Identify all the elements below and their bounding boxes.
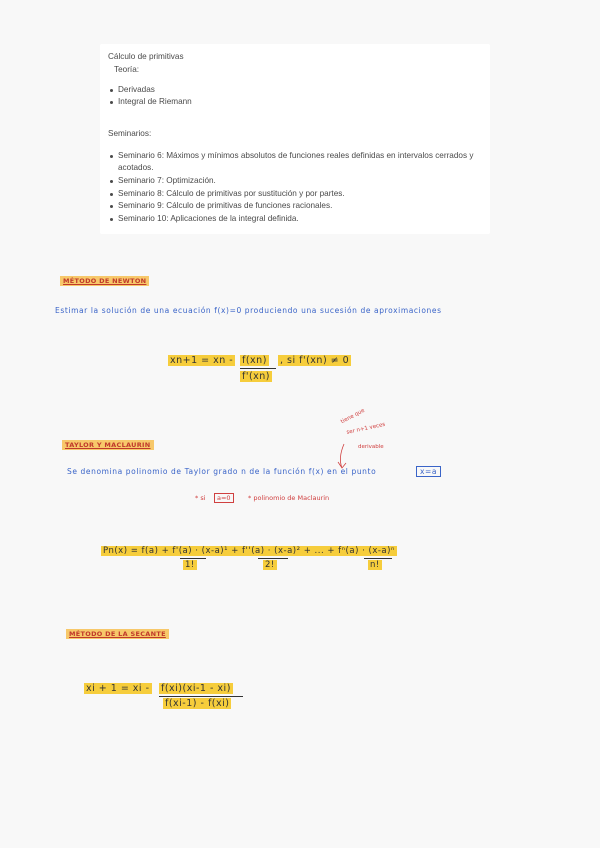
taylor-point: x=a <box>416 466 441 477</box>
course-card <box>100 44 490 234</box>
newton-description: Estimar la solución de una ecuación f(x)=0 produciendo una sucesión de aproximaciones <box>55 306 442 315</box>
taylor-fraction-bar-2 <box>258 558 288 559</box>
maclaurin-box: a=0 <box>214 493 234 503</box>
secante-denominator: f(xi-1) - f(xi) <box>165 698 230 709</box>
teoria-label: Teoría: <box>114 65 140 74</box>
taylor-den-3: n! <box>370 560 380 570</box>
newton-heading: MÉTODO DE NEWTON <box>60 276 149 286</box>
taylor-description: Se denomina polinomio de Taylor grado n de la función f(x) en el punto <box>67 467 377 476</box>
list-item: Seminario 6: Máximos y mínimos absolutos de funciones reales definidas en intervalos cerrados y acotados. <box>118 150 488 174</box>
secante-formula-left: xi + 1 = xi - <box>86 683 150 694</box>
card-title: Cálculo de primitivas <box>108 52 184 61</box>
taylor-note-2: ser n+1 veces <box>346 421 386 436</box>
list-item: Seminario 9: Cálculo de primitivas de funciones racionales. <box>118 201 333 210</box>
list-item: Seminario 7: Optimización. <box>118 176 216 185</box>
taylor-note-1: tiene que <box>340 407 366 426</box>
seminarios-label: Seminarios: <box>108 129 152 138</box>
taylor-fraction-bar-1 <box>180 558 206 559</box>
taylor-formula: Pn(x) = f(a) + f'(a) · (x-a)¹ + f''(a) · (x-a)² + ... + fⁿ(a) · (x-a)ⁿ <box>103 546 395 556</box>
maclaurin-suffix: * polinomio de Maclaurin <box>248 494 330 502</box>
list-item: Seminario 8: Cálculo de primitivas por sustitución y por partes. <box>118 189 345 198</box>
taylor-den-2: 2! <box>265 560 275 570</box>
taylor-note-3: derivable <box>358 444 384 450</box>
secante-fraction-bar <box>159 696 243 697</box>
taylor-fraction-bar-3 <box>364 558 392 559</box>
list-item: Integral de Riemann <box>118 97 192 106</box>
list-item: Derivadas <box>118 85 155 94</box>
secante-heading: MÉTODO DE LA SECANTE <box>66 629 169 639</box>
arrow-icon <box>320 440 350 470</box>
list-item: Seminario 10: Aplicaciones de la integral definida. <box>118 214 299 223</box>
newton-denominator: f'(xn) <box>242 371 271 382</box>
newton-numerator: f(xn) <box>242 355 267 366</box>
secante-numerator: f(xi)(xi-1 - xi) <box>161 683 231 694</box>
taylor-den-1: 1! <box>185 560 195 570</box>
newton-formula-left: xn+1 = xn - <box>170 355 234 366</box>
newton-condition: , si f'(xn) ≠ 0 <box>280 355 350 366</box>
maclaurin-prefix: * si <box>195 494 206 502</box>
taylor-heading: TAYLOR Y MACLAURIN <box>62 440 154 450</box>
newton-fraction-bar <box>240 368 276 369</box>
